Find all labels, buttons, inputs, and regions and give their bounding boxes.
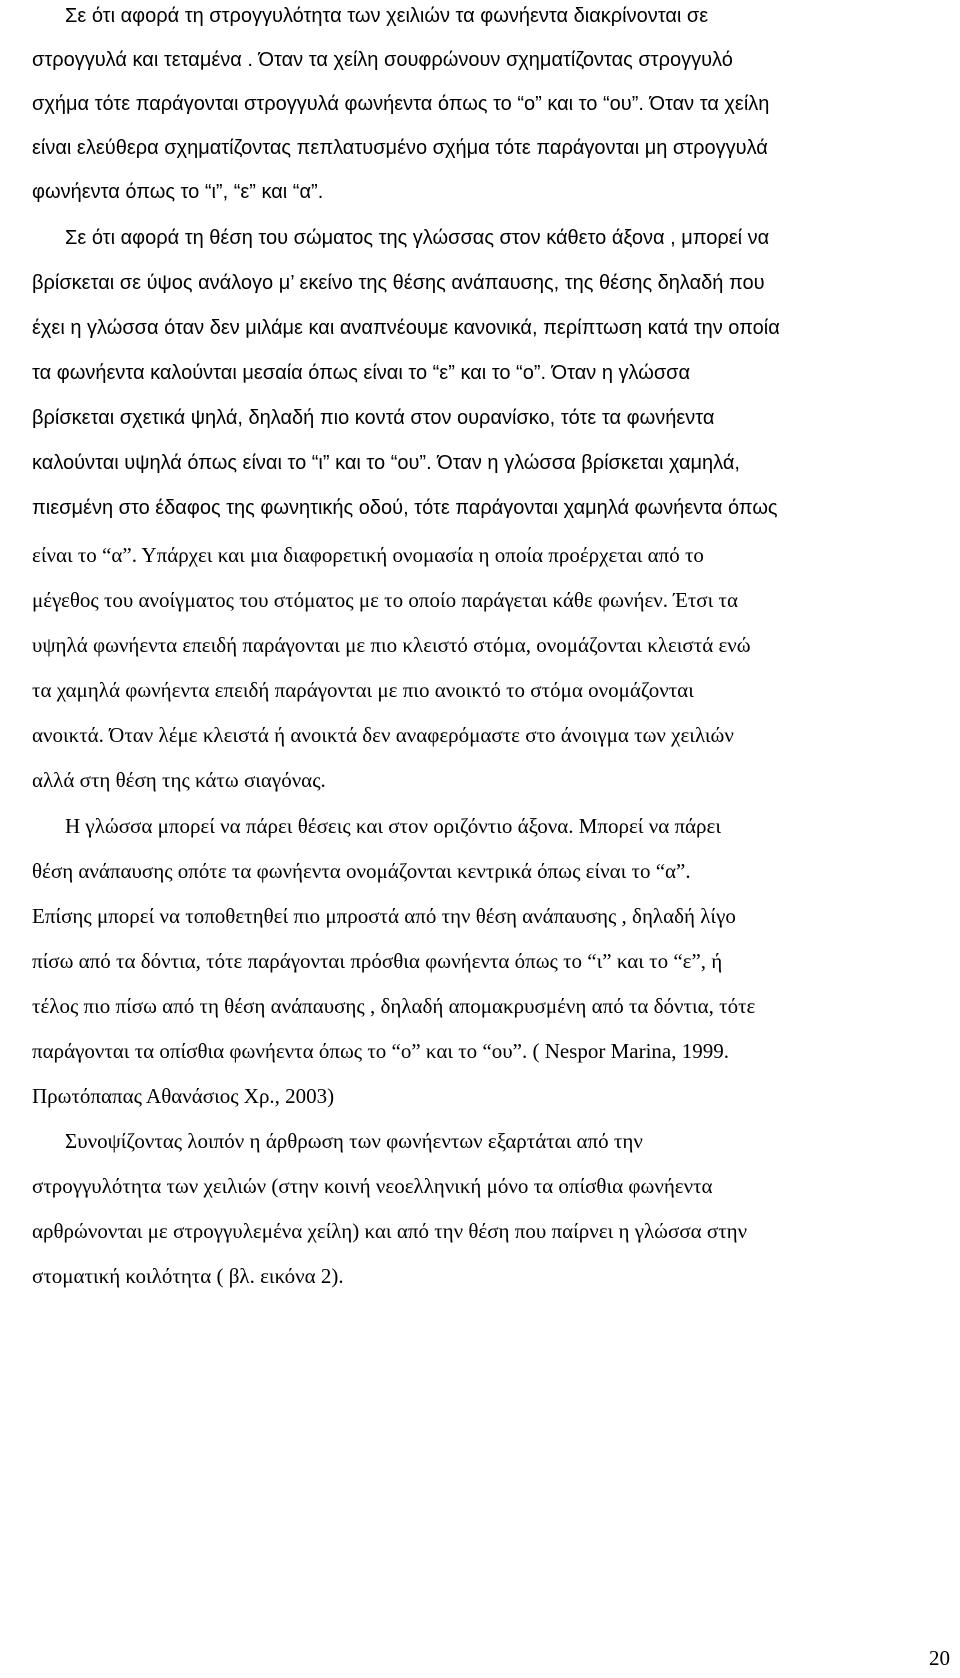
- text-line: Σε ότι αφορά τη στρογγυλότητα των χειλιών τα φωνήεντα διακρίνονται σε: [65, 5, 709, 27]
- text-line: είναι το “α”. Υπάρχει και μια διαφορετική ονομασία η οποία προέρχεται από το: [32, 543, 704, 567]
- text-line: φωνήεντα όπως το “ι”, “ε” και “α”.: [32, 181, 324, 203]
- text-line: καλούνται υψηλά όπως είναι το “ι” και το “ου”. Όταν η γλώσσα βρίσκεται χαμηλά,: [32, 452, 740, 474]
- text-line: σχήμα τότε παράγονται στρογγυλά φωνήεντα όπως το “ο” και το “ου”. Όταν τα χείλη: [32, 93, 770, 115]
- text-line: στοματική κοιλότητα ( βλ. εικόνα 2).: [32, 1264, 344, 1288]
- text-line: μέγεθος του ανοίγματος του στόματος με το οποίο παράγεται κάθε φωνήεν. Έτσι τα: [32, 588, 738, 612]
- text-line: ανοικτά. Όταν λέμε κλειστά ή ανοικτά δεν αναφερόμαστε στο άνοιγμα των χειλιών: [32, 723, 734, 747]
- page-number: 20: [929, 1646, 950, 1670]
- text-line: στρογγυλότητα των χειλιών (στην κοινή νεοελληνική μόνο τα οπίσθια φωνήεντα: [32, 1174, 713, 1198]
- text-line: Πρωτόπαπας Αθανάσιος Χρ., 2003): [32, 1084, 335, 1108]
- text-line: βρίσκεται σχετικά ψηλά, δηλαδή πιο κοντά στον ουρανίσκο, τότε τα φωνήεντα: [32, 407, 715, 429]
- text-line: υψηλά φωνήεντα επειδή παράγονται με πιο κλειστό στόμα, ονομάζονται κλειστά ενώ: [32, 633, 751, 657]
- text-line: αρθρώνονται με στρογγυλεμένα χείλη) και από την θέση που παίρνει η γλώσσα στην: [32, 1219, 748, 1243]
- text-line: τα χαμηλά φωνήεντα επειδή παράγονται με πιο ανοικτό το στόμα ονομάζονται: [32, 678, 694, 702]
- text-line: πιεσμένη στο έδαφος της φωνητικής οδού, τότε παράγονται χαμηλά φωνήεντα όπως: [32, 497, 778, 519]
- text-line: είναι ελεύθερα σχηματίζοντας πεπλατυσμένο σχήμα τότε παράγονται μη στρογγυλά: [32, 137, 768, 159]
- text-line: αλλά στη θέση της κάτω σιαγόνας.: [32, 768, 326, 792]
- text-line: τα φωνήεντα καλούνται μεσαία όπως είναι το “ε” και το “ο”. Όταν η γλώσσα: [32, 362, 691, 384]
- text-line: βρίσκεται σε ύψος ανάλογο μ’ εκείνο της θέσης ανάπαυσης, της θέσης δηλαδή που: [32, 272, 765, 294]
- text-line: Συνοψίζοντας λοιπόν η άρθρωση των φωνήεντων εξαρτάται από την: [65, 1129, 643, 1153]
- text-line: παράγονται τα οπίσθια φωνήεντα όπως το “ο” και το “ου”. ( Nespor Marina, 1999.: [32, 1039, 729, 1063]
- text-line: έχει η γλώσσα όταν δεν μιλάμε και αναπνέουμε κανονικά, περίπτωση κατά την οποία: [32, 317, 780, 339]
- text-line: τέλος πιο πίσω από τη θέση ανάπαυσης , δηλαδή απομακρυσμένη από τα δόντια, τότε: [32, 994, 756, 1018]
- text-line: Επίσης μπορεί να τοποθετηθεί πιο μπροστά από την θέση ανάπαυσης , δηλαδή λίγο: [32, 904, 736, 928]
- text-line: Σε ότι αφορά τη θέση του σώματος της γλώσσας στον κάθετο άξονα , μπορεί να: [65, 227, 770, 249]
- text-line: πίσω από τα δόντια, τότε παράγονται πρόσθια φωνήεντα όπως το “ι” και το “ε”, ή: [32, 949, 723, 973]
- text-line: θέση ανάπαυσης οπότε τα φωνήεντα ονομάζονται κεντρικά όπως είναι το “α”.: [32, 859, 691, 883]
- text-line: Η γλώσσα μπορεί να πάρει θέσεις και στον οριζόντιο άξονα. Μπορεί να πάρει: [65, 814, 721, 838]
- text-line: στρογγυλά και τεταμένα . Όταν τα χείλη σουφρώνουν σχηματίζοντας στρογγυλό: [32, 49, 733, 71]
